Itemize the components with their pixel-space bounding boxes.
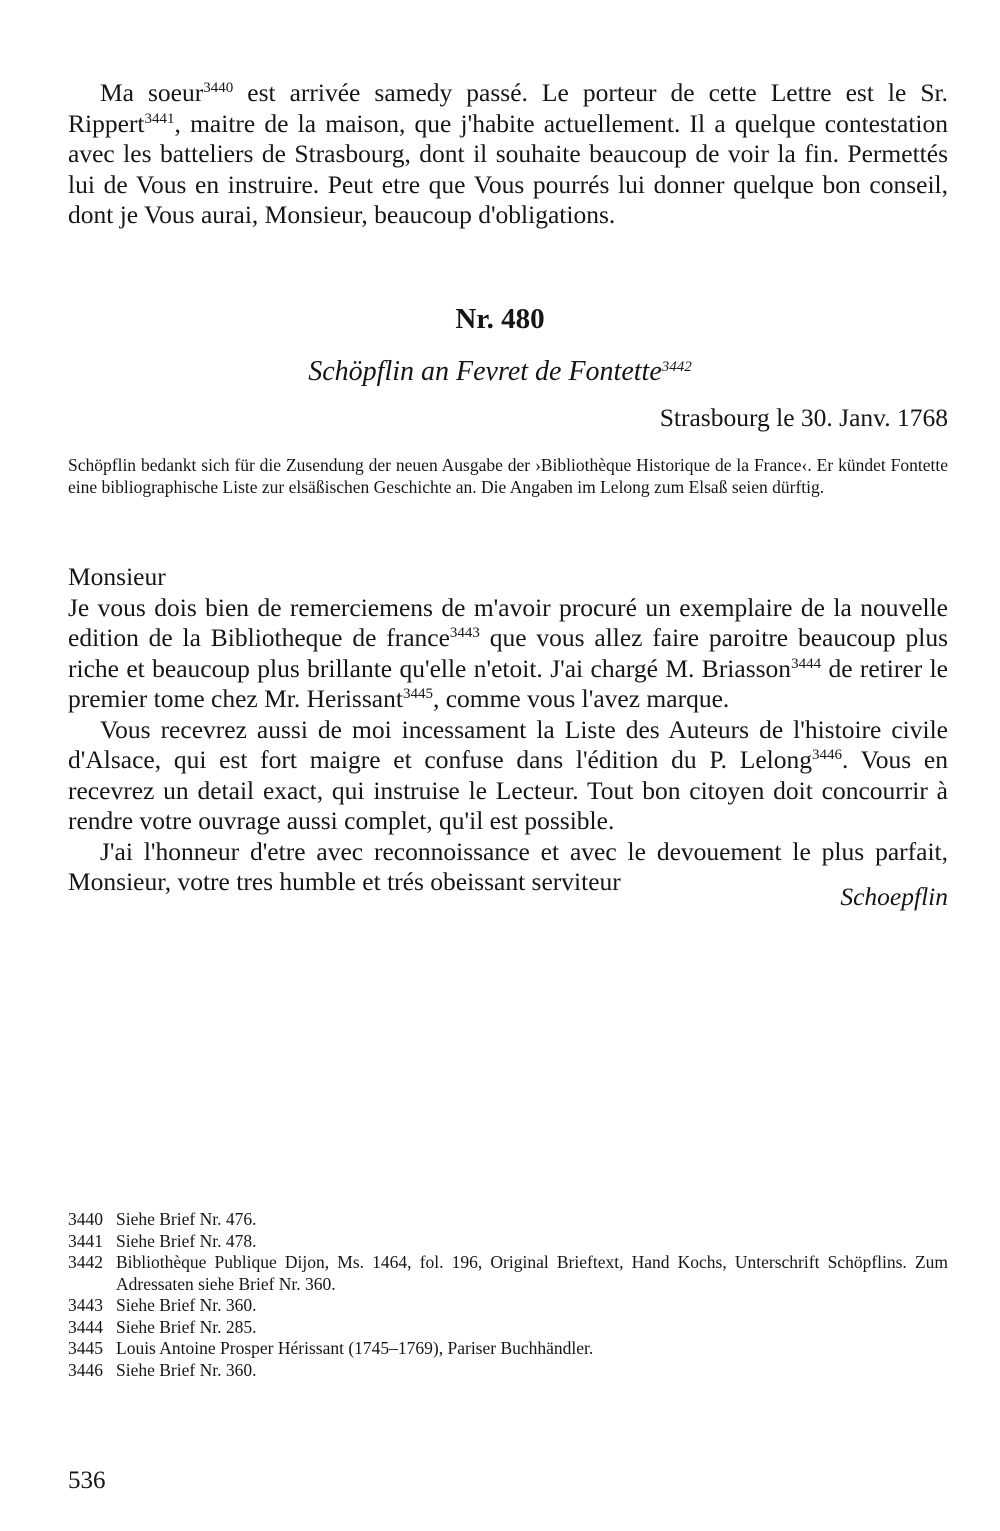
footnote-text: Louis Antoine Prosper Hérissant (1745–1769), Pariser Buchhändler. (116, 1338, 594, 1358)
preceding-letter-text (68, 78, 948, 231)
footnote-number: 3443 (68, 1295, 103, 1315)
footnote (68, 1295, 948, 1317)
footnote-ref[interactable]: 3445 (402, 686, 433, 702)
letter-summary: Schöpflin bedankt sich für die Zusendung der neuen Ausgabe der ›Bibliothèque Historique de la France‹. Er kündet Fontette eine bibliographische Liste zur elsäßischen Geschichte an. Die Angaben im Lelong zum Elsaß seien dürftig. (68, 455, 948, 497)
closing-formula: J'ai l'honneur d'etre avec reconnoissance et avec le devouement le plus parfait, Monsieur, votre tres humble et trés obeissant serviteur (68, 836, 948, 896)
body-paragraph: Je vous dois bien de remerciemens de m'avoir procuré un exemplaire de la nouvelle edition de la Bibliotheque de france$^{3443}$ que vous allez faire paroitre beaucoup plus riche et beaucoup plus brillante qu'elle n'etoit. J'ai chargé M. Briasson$^{3444}$ de retirer le premier tome chez Mr. Herissant$^{3445}$, comme vous l'avez marque. (68, 592, 948, 713)
letter-body (68, 562, 948, 898)
body-paragraph: Vous recevrez aussi de moi incessament la Liste des Auteurs de l'histoire civile d'Alsace, qui est fort maigre et confuse dans l'édition du P. Lelong$^{3446}$. Vous en recevrez un detail exact, qui instruise le Lecteur. Tout bon citoyen doit concourrir à rendre votre ouvrage aussi complet, qu'il est possible. (68, 714, 948, 835)
footnote-ref[interactable]: 3443 (449, 625, 480, 641)
footnote (68, 1252, 948, 1295)
footnote-number: 3444 (68, 1316, 103, 1337)
footnote-text: Siehe Brief Nr. 478. (116, 1230, 257, 1251)
closing-paragraph: Ma soeur$^{3440}$ est arrivée samedy passé. Le porteur de cette Lettre est le Sr. Rippert$^{3441}$, maitre de la maison, que j'habite actuellement. Il a quelque contestation avec les batteliers de Strasbourg, dont il souhaite beaucoup de voir la fin. Permettés lui de Vous en instruire. Peut etre que Vous pourrés lui donner quelque bon conseil, dont je Vous aurai, Monsieur, beaucoup d'obligations. (68, 78, 948, 229)
footnote-text: Siehe Brief Nr. 360. (116, 1359, 257, 1380)
footnote-ref[interactable]: 3444 (791, 655, 822, 672)
footnote (68, 1209, 948, 1231)
footnote-text: Bibliothèque Publique Dijon, Ms. 1464, fol. 196, Original Brieftext, Hand Kochs, Unterschrift Schöpflins. Zum Adressaten siehe Brief Nr. 360. (116, 1252, 948, 1294)
footnote-number: 3442 (68, 1252, 103, 1272)
footnote-number: 3441 (68, 1230, 103, 1251)
footnote-number: 3445 (68, 1338, 103, 1358)
footnote-ref[interactable]: 3441 (144, 110, 175, 127)
letter-number: Nr. 480 (455, 303, 545, 335)
footnote-number: 3446 (68, 1359, 103, 1380)
letter-title: Schöpflin an Fevret de Fontette (308, 356, 662, 387)
footnote-ref[interactable]: 3446 (812, 747, 843, 763)
footnote (68, 1317, 948, 1339)
footnote-ref[interactable]: 3440 (203, 80, 234, 96)
footnote-text: Siehe Brief Nr. 285. (116, 1316, 257, 1337)
letter-heading (0, 356, 1000, 388)
signature: Schoepflin (840, 882, 948, 911)
footnote (68, 1360, 948, 1382)
footnote-number: 3440 (68, 1209, 103, 1229)
footnote-text: Siehe Brief Nr. 360. (116, 1295, 257, 1315)
page-number: 536 (68, 1467, 106, 1494)
letter-place-date: Strasbourg le 30. Janv. 1768 (659, 403, 948, 432)
footnote (68, 1231, 948, 1253)
footnote-text: Siehe Brief Nr. 476. (116, 1209, 257, 1229)
salutation: Monsieur (68, 562, 166, 591)
footnote (68, 1338, 948, 1360)
footnotes (68, 1209, 948, 1381)
footnote-ref[interactable]: 3442 (661, 359, 692, 375)
